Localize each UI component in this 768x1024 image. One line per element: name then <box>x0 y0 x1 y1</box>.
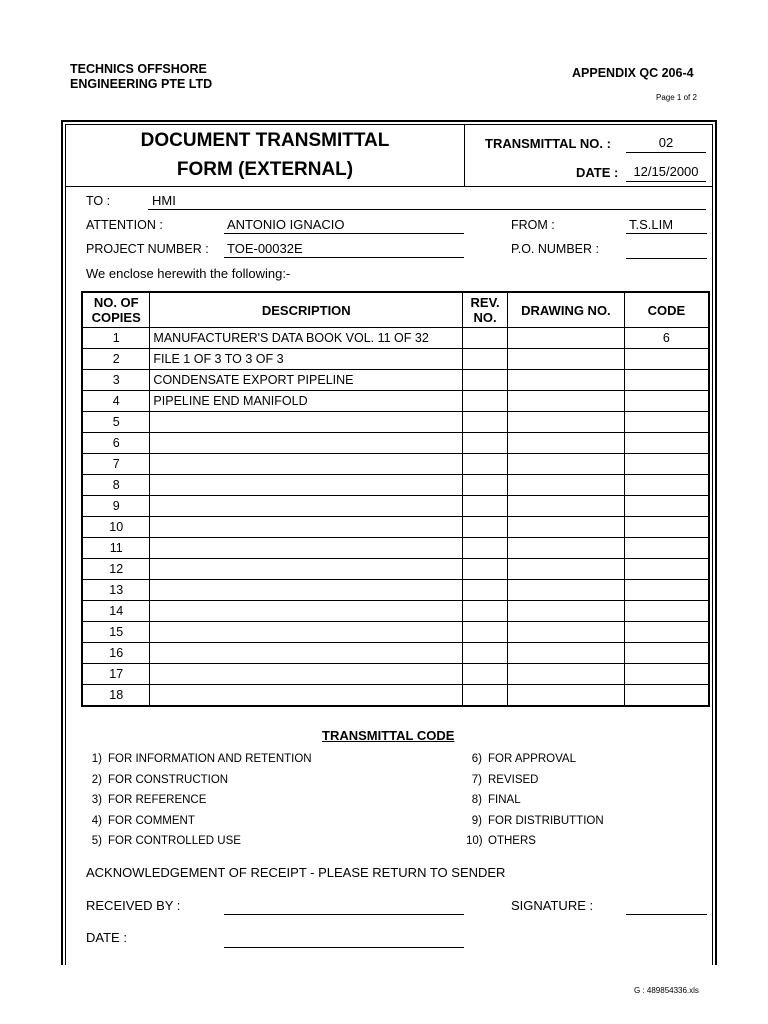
cell-rev <box>463 454 508 475</box>
date-footer-field <box>224 930 464 948</box>
code-number: 3) <box>91 794 102 807</box>
table-row <box>82 580 709 601</box>
cell-description: PIPELINE END MANIFOLD <box>150 391 463 412</box>
cell-code <box>624 580 709 601</box>
cell-code <box>624 685 709 707</box>
cell-description <box>150 664 463 685</box>
cell-drawing <box>508 643 625 664</box>
code-text: FINAL <box>488 794 521 807</box>
from-value: T.S.LIM <box>626 217 707 234</box>
received-by-label: RECEIVED BY : <box>86 898 181 913</box>
cell-rev <box>463 601 508 622</box>
cell-copies: 8 <box>82 475 150 496</box>
table-row <box>82 643 709 664</box>
signature-label: SIGNATURE : <box>511 898 594 913</box>
cell-rev <box>463 412 508 433</box>
codes-left-list <box>86 753 312 856</box>
header-code: CODE <box>624 292 709 328</box>
transmittal-no-label: TRANSMITTAL NO. : <box>485 136 611 151</box>
cell-copies: 16 <box>82 643 150 664</box>
cell-drawing <box>508 601 625 622</box>
table-row <box>82 664 709 685</box>
code-number: 8) <box>471 794 482 807</box>
cell-rev <box>463 475 508 496</box>
project-number-value: TOE-00032E <box>224 241 464 258</box>
transmittal-code-item <box>466 794 604 815</box>
cell-code <box>624 538 709 559</box>
signature-field <box>626 897 707 915</box>
cell-drawing <box>508 685 625 707</box>
code-text: FOR INFORMATION AND RETENTION <box>108 753 312 765</box>
from-label: FROM : <box>511 218 555 232</box>
transmittal-code-item <box>466 815 604 836</box>
header-copies-line-1: NO. OF <box>93 295 139 310</box>
cell-rev <box>463 349 508 370</box>
code-number: 10) <box>466 835 483 848</box>
code-text: OTHERS <box>488 835 536 848</box>
cell-copies: 15 <box>82 622 150 643</box>
cell-code <box>624 622 709 643</box>
cell-copies: 17 <box>82 664 150 685</box>
header-copies-line-2: COPIES <box>91 310 141 325</box>
cell-description <box>150 454 463 475</box>
code-text: FOR REFERENCE <box>108 794 207 807</box>
form-title <box>66 126 464 184</box>
cell-description <box>150 601 463 622</box>
table-row <box>82 412 709 433</box>
code-number: 6) <box>471 753 482 765</box>
cell-description <box>150 622 463 643</box>
to-value: HMI <box>148 193 706 210</box>
header-divider-horizontal <box>65 186 713 187</box>
cell-drawing <box>508 433 625 454</box>
cell-code <box>624 664 709 685</box>
cell-drawing <box>508 664 625 685</box>
code-number: 4) <box>91 814 102 827</box>
table-body <box>82 328 709 707</box>
cell-rev <box>463 496 508 517</box>
cell-rev <box>463 685 508 707</box>
po-number-value <box>626 241 707 259</box>
cell-rev <box>463 391 508 412</box>
cell-code <box>624 643 709 664</box>
header-rev-line-1: REV. <box>470 295 500 310</box>
cell-copies: 3 <box>82 370 150 391</box>
items-table <box>81 291 710 707</box>
attention-label: ATTENTION : <box>86 218 163 232</box>
code-text: FOR CONSTRUCTION <box>108 773 229 786</box>
transmittal-code-item <box>466 774 604 795</box>
cell-rev <box>463 370 508 391</box>
cell-drawing <box>508 622 625 643</box>
cell-drawing <box>508 580 625 601</box>
table-row <box>82 349 709 370</box>
table-row <box>82 370 709 391</box>
po-number-label: P.O. NUMBER : <box>511 242 599 256</box>
received-by-field <box>224 897 464 915</box>
cell-description <box>150 538 463 559</box>
cell-copies: 7 <box>82 454 150 475</box>
cell-copies: 2 <box>82 349 150 370</box>
table-row <box>82 622 709 643</box>
cell-drawing <box>508 454 625 475</box>
cell-rev <box>463 664 508 685</box>
cell-drawing <box>508 391 625 412</box>
cell-drawing <box>508 349 625 370</box>
table-row <box>82 538 709 559</box>
cell-description <box>150 643 463 664</box>
acknowledgement-text: ACKNOWLEDGEMENT OF RECEIPT - PLEASE RETURN TO SENDER <box>86 865 506 880</box>
table-row <box>82 601 709 622</box>
cell-copies: 14 <box>82 601 150 622</box>
cell-description <box>150 412 463 433</box>
company-name <box>70 62 212 92</box>
header-divider-vertical <box>464 124 465 186</box>
date-header-value: 12/15/2000 <box>626 164 706 182</box>
cell-copies: 6 <box>82 433 150 454</box>
cell-code <box>624 433 709 454</box>
cell-description <box>150 475 463 496</box>
table-row <box>82 328 709 349</box>
cell-code <box>624 454 709 475</box>
code-number: 7) <box>471 773 482 786</box>
cell-copies: 1 <box>82 328 150 349</box>
transmittal-code-item <box>466 753 604 774</box>
cell-description <box>150 559 463 580</box>
codes-right-list <box>466 753 604 856</box>
header-drawing: DRAWING NO. <box>508 292 625 328</box>
cell-drawing <box>508 538 625 559</box>
transmittal-code-item <box>466 835 604 856</box>
table-row <box>82 559 709 580</box>
enclose-text: We enclose herewith the following:- <box>86 266 291 281</box>
table-row <box>82 454 709 475</box>
appendix-ref: APPENDIX QC 206-4 <box>572 66 694 80</box>
file-reference: G : 489854336.xls <box>634 986 699 995</box>
table-row <box>82 391 709 412</box>
cell-description: MANUFACTURER'S DATA BOOK VOL. 11 OF 32 <box>150 328 463 349</box>
header-rev <box>463 292 508 328</box>
cell-description <box>150 433 463 454</box>
table-row <box>82 475 709 496</box>
code-number: 1) <box>91 753 102 765</box>
code-number: 2) <box>91 773 102 786</box>
table-row <box>82 433 709 454</box>
frame-line <box>712 124 713 965</box>
cell-rev <box>463 538 508 559</box>
header-description: DESCRIPTION <box>150 292 463 328</box>
cell-code <box>624 370 709 391</box>
attention-value: ANTONIO IGNACIO <box>224 217 464 234</box>
table-row <box>82 496 709 517</box>
frame-line <box>65 124 713 125</box>
cell-rev <box>463 622 508 643</box>
header-rev-line-2: NO. <box>473 310 497 325</box>
transmittal-code-item <box>86 774 312 795</box>
header-copies <box>82 292 150 328</box>
cell-rev <box>463 559 508 580</box>
cell-copies: 11 <box>82 538 150 559</box>
form-title-line-1: DOCUMENT TRANSMITTAL <box>140 130 390 151</box>
code-text: FOR CONTROLLED USE <box>108 835 241 848</box>
cell-drawing <box>508 475 625 496</box>
cell-rev <box>463 643 508 664</box>
project-number-label: PROJECT NUMBER : <box>86 242 209 256</box>
transmittal-no-value: 02 <box>626 135 706 153</box>
to-label: TO : <box>86 194 111 208</box>
cell-drawing <box>508 370 625 391</box>
code-text: FOR APPROVAL <box>488 753 576 765</box>
cell-drawing <box>508 517 625 538</box>
transmittal-code-item <box>86 815 312 836</box>
code-text: FOR DISTRIBUTTION <box>488 814 604 827</box>
cell-drawing <box>508 496 625 517</box>
cell-description <box>150 496 463 517</box>
code-number: 9) <box>471 814 482 827</box>
cell-code <box>624 412 709 433</box>
cell-drawing <box>508 328 625 349</box>
cell-description: FILE 1 OF 3 TO 3 OF 3 <box>150 349 463 370</box>
cell-description <box>150 580 463 601</box>
form-title-line-2: FORM (EXTERNAL) <box>176 159 354 180</box>
cell-copies: 12 <box>82 559 150 580</box>
cell-code <box>624 559 709 580</box>
table-header-row <box>82 292 709 328</box>
cell-code: 6 <box>624 328 709 349</box>
transmittal-code-item <box>86 753 312 774</box>
cell-code <box>624 496 709 517</box>
cell-copies: 4 <box>82 391 150 412</box>
date-footer-label: DATE : <box>86 930 127 945</box>
cell-description <box>150 517 463 538</box>
frame-line <box>65 124 66 965</box>
cell-code <box>624 475 709 496</box>
transmittal-code-item <box>86 835 312 856</box>
company-line-2: ENGINEERING PTE LTD <box>70 77 213 91</box>
page-number: Page 1 of 2 <box>656 93 697 102</box>
date-header-label: DATE : <box>576 165 619 180</box>
cell-description <box>150 685 463 707</box>
cell-copies: 10 <box>82 517 150 538</box>
company-line-1: TECHNICS OFFSHORE <box>70 62 207 76</box>
cell-rev <box>463 328 508 349</box>
cell-drawing <box>508 559 625 580</box>
cell-rev <box>463 517 508 538</box>
transmittal-code-item <box>86 794 312 815</box>
code-number: 5) <box>91 835 102 848</box>
code-text: REVISED <box>488 773 539 786</box>
cell-copies: 13 <box>82 580 150 601</box>
table-row <box>82 685 709 707</box>
code-text: FOR COMMENT <box>108 814 195 827</box>
cell-rev <box>463 433 508 454</box>
cell-copies: 5 <box>82 412 150 433</box>
cell-code <box>624 601 709 622</box>
cell-code <box>624 391 709 412</box>
cell-code <box>624 349 709 370</box>
cell-copies: 18 <box>82 685 150 707</box>
cell-rev <box>463 580 508 601</box>
cell-code <box>624 517 709 538</box>
transmittal-code-title: TRANSMITTAL CODE <box>322 728 455 743</box>
table-row <box>82 517 709 538</box>
cell-description: CONDENSATE EXPORT PIPELINE <box>150 370 463 391</box>
cell-drawing <box>508 412 625 433</box>
cell-copies: 9 <box>82 496 150 517</box>
